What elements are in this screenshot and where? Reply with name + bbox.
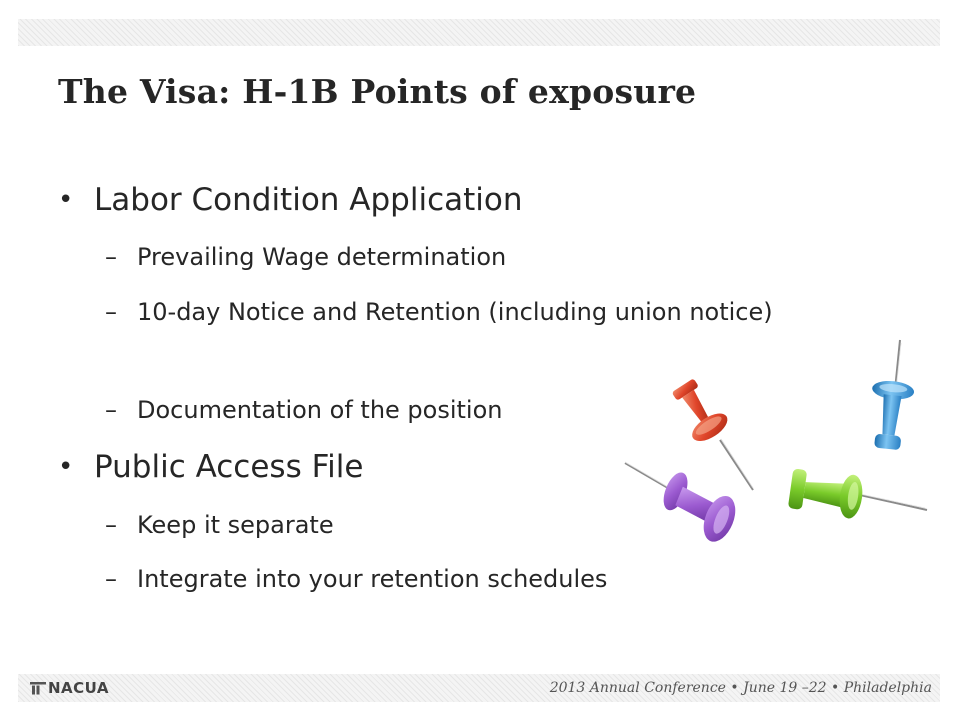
logo-text: NACUA [48,679,109,697]
dash-icon: – [105,243,117,271]
purple-pushpin [625,462,743,546]
conference-info: 2013 Annual Conference • June 19 –22 • Philadelphia [549,680,932,696]
nacua-logo [30,678,109,698]
red-pushpin [666,374,753,490]
sub-bullet-text: Prevailing Wage determination [137,243,507,271]
bullet-icon: • [58,185,74,215]
dash-icon: – [105,298,117,326]
dash-icon: – [105,396,117,424]
sub-bullet-text: Documentation of the position [137,396,503,424]
bullet-icon: • [58,452,74,482]
dash-icon: – [105,565,117,593]
pushpins-image [615,335,935,560]
pillar-icon [30,681,46,695]
sub-bullet-text: 10-day Notice and Retention (including union notice) [137,298,773,326]
sub-bullet-text: Integrate into your retention schedules [137,565,608,593]
green-pushpin [788,466,927,520]
sub-bullet-text: Keep it separate [137,511,334,539]
slide-title: The Visa: H-1B Points of exposure [58,72,697,111]
bullet-text: Labor Condition Application [94,182,523,218]
bullet-text: Public Access File [94,449,364,485]
blue-pushpin [866,340,915,451]
dash-icon: – [105,511,117,539]
